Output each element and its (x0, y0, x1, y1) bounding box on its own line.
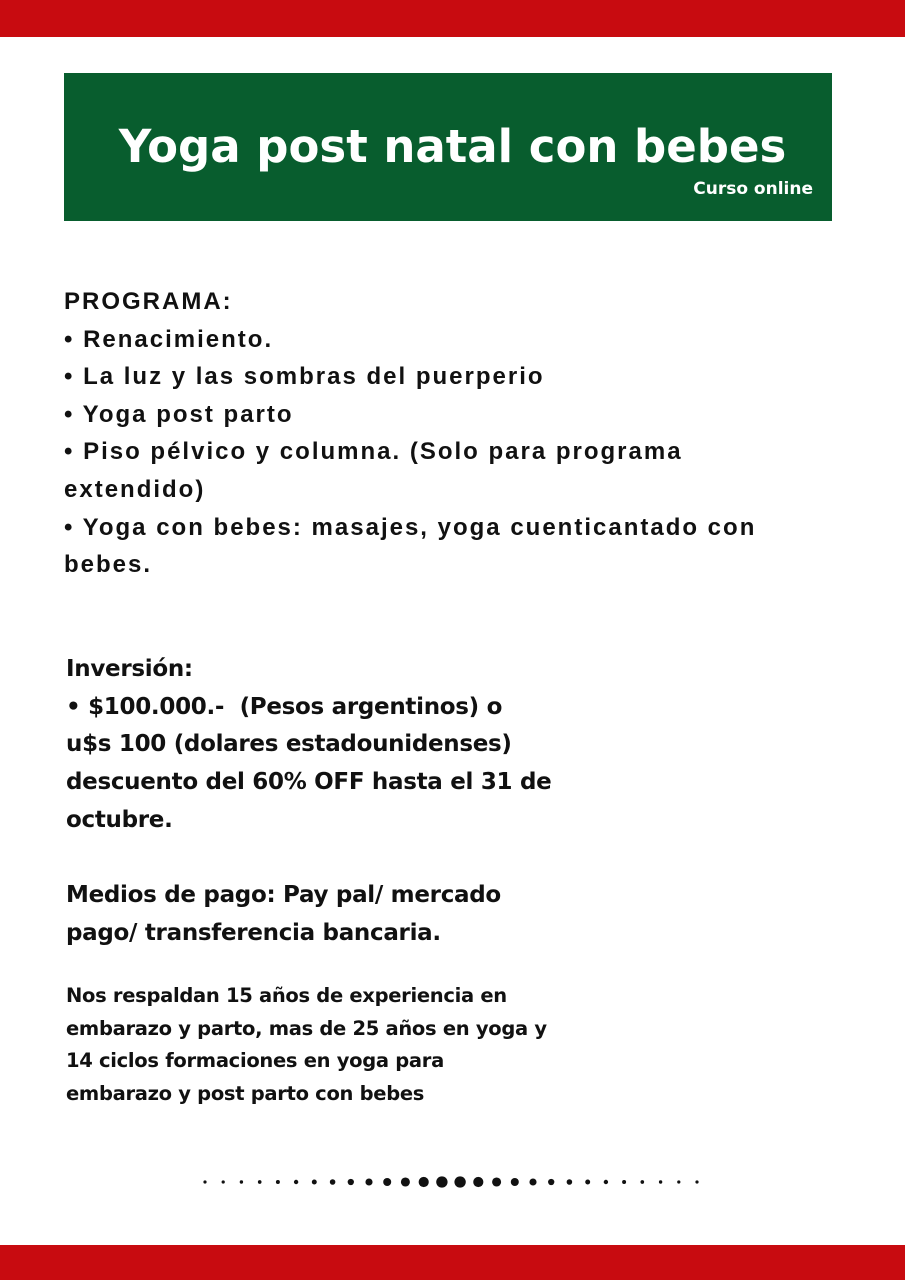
divider-dot (492, 1177, 501, 1186)
divider-dot (604, 1180, 608, 1184)
experience-line: Nos respaldan 15 años de experiencia en (66, 984, 507, 1007)
program-item: • La luz y las sombras del puerperio (64, 363, 545, 391)
investment-line: u$s 100 (dolares estadounidenses) (66, 731, 512, 758)
dotted-divider (0, 1170, 905, 1194)
investment-line: descuento del 60% OFF hasta el 31 de (66, 769, 552, 796)
divider-dot (294, 1180, 298, 1184)
experience-section (66, 980, 666, 1111)
experience-line: embarazo y parto, mas de 25 años en yoga y (66, 1016, 547, 1040)
program-item: • Yoga post parto (64, 400, 294, 428)
page-subtitle: Curso online (693, 179, 813, 199)
divider-dot (240, 1180, 243, 1183)
program-item: • Yoga con bebes: masajes, yoga cuenticantado con (64, 513, 757, 541)
divider-dot (511, 1178, 519, 1186)
divider-dot (276, 1180, 280, 1184)
program-item-continued: extendido) (64, 475, 206, 503)
divider-dot (585, 1180, 590, 1185)
program-heading: PROGRAMA: (64, 288, 233, 315)
divider-dot (436, 1176, 447, 1187)
divider-dot (312, 1180, 317, 1185)
experience-line: embarazo y post parto con bebes (66, 1082, 425, 1106)
investment-section (66, 651, 626, 840)
divider-dot (659, 1180, 662, 1183)
payment-line: Medios de pago: Pay pal/ mercado (66, 882, 501, 908)
divider-dot (640, 1180, 644, 1184)
divider-dot (222, 1180, 225, 1183)
divider-dot (258, 1180, 262, 1184)
investment-line: octubre. (66, 806, 173, 833)
divider-dot (548, 1179, 554, 1185)
divider-dot (348, 1179, 354, 1185)
divider-dot (622, 1180, 626, 1184)
bottom-red-band (0, 1245, 905, 1280)
program-section (64, 283, 844, 584)
divider-dot (401, 1177, 410, 1186)
experience-line: 14 ciclos formaciones en yoga para (66, 1049, 444, 1073)
divider-dot (365, 1178, 372, 1185)
program-item: • Piso pélvico y columna. (Solo para programa (64, 438, 683, 466)
investment-line: • $100.000.- (Pesos argentinos) o (66, 693, 503, 720)
payment-line: pago/ transferencia bancaria. (66, 920, 441, 946)
page-title: Yoga post natal con bebes (118, 120, 787, 173)
payment-methods (66, 876, 626, 952)
divider-dot (529, 1178, 536, 1185)
program-item: • Renacimiento. (64, 325, 274, 353)
divider-dot (454, 1176, 465, 1187)
divider-dot (473, 1177, 483, 1187)
divider-dot (567, 1179, 573, 1185)
divider-dot (419, 1177, 429, 1187)
divider-dot (677, 1180, 680, 1183)
divider-dot (330, 1179, 336, 1185)
top-red-band (0, 0, 905, 37)
investment-heading: Inversión: (66, 656, 193, 682)
program-item-continued: bebes. (64, 551, 153, 579)
divider-dot (695, 1180, 698, 1183)
divider-dot (203, 1180, 206, 1183)
divider-dot (383, 1178, 391, 1186)
